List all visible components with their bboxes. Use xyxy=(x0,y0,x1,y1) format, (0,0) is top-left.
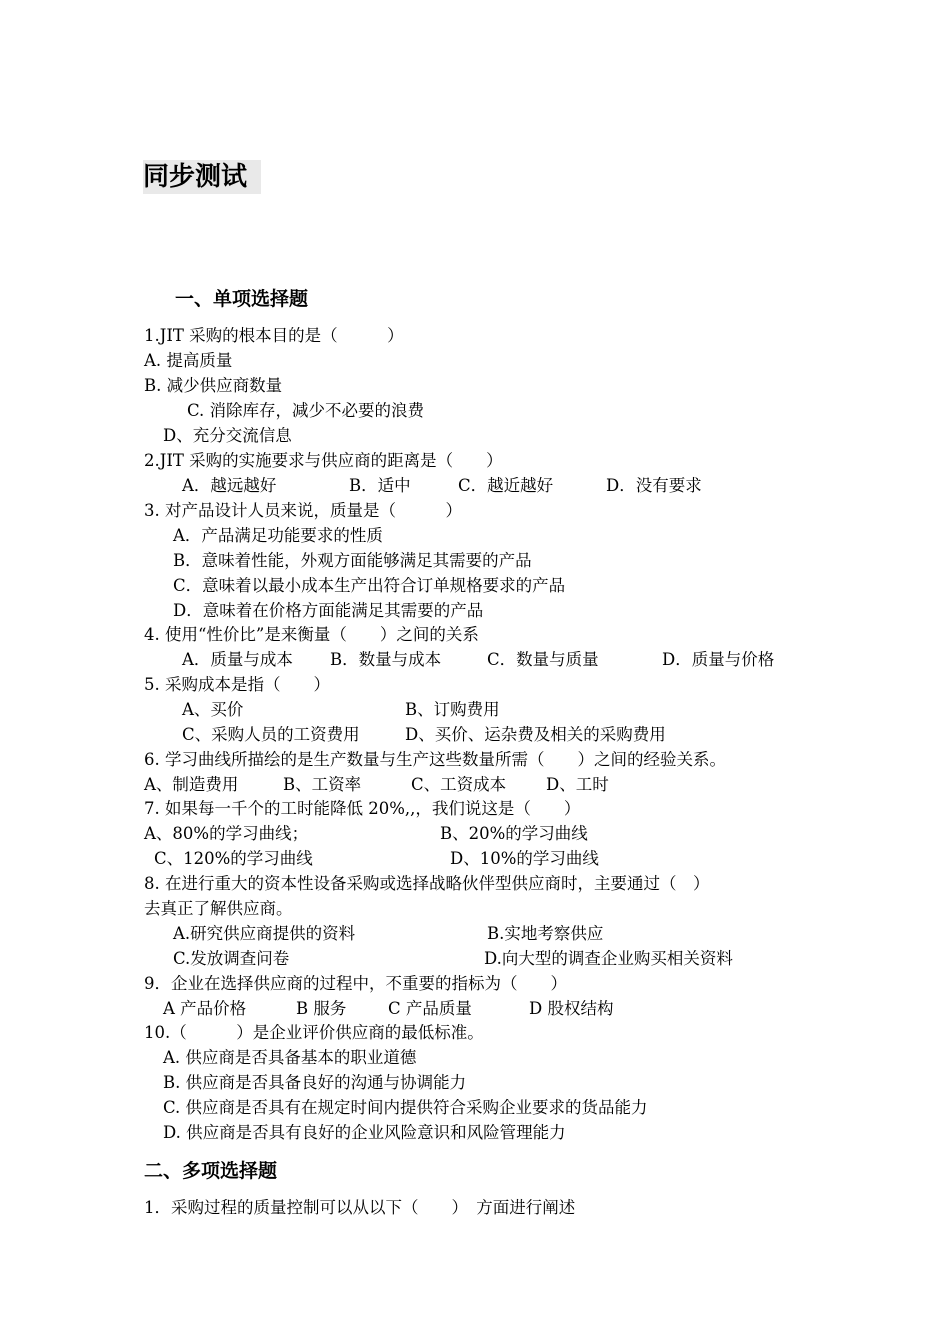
question-8-stem-line-2: 去真正了解供应商。 xyxy=(144,899,293,918)
question-1-option-b: B. 减少供应商数量 xyxy=(144,376,283,395)
question-4-option-d: D．质量与价格 xyxy=(662,650,775,669)
question-9-option-c: C 产品质量 xyxy=(388,999,472,1018)
question-10-option-c: C. 供应商是否具有在规定时间内提供符合采购企业要求的货品能力 xyxy=(163,1098,648,1117)
question-9-option-b: B 服务 xyxy=(296,999,347,1018)
multi-question-1-stem: 1．采购过程的质量控制可以从以下（ ） 方面进行阐述 xyxy=(144,1198,576,1217)
section-heading-multiple-choice: 二、多项选择题 xyxy=(144,1160,278,1182)
question-3-option-b: B．意味着性能，外观方面能够满足其需要的产品 xyxy=(173,551,532,570)
page-title: 同步测试 xyxy=(143,160,261,194)
question-6-stem: 6. 学习曲线所描绘的是生产数量与生产这些数量所需（ ）之间的经验关系。 xyxy=(144,750,726,769)
question-3-option-a: A．产品满足功能要求的性质 xyxy=(173,526,383,545)
question-10-option-d: D. 供应商是否具有良好的企业风险意识和风险管理能力 xyxy=(163,1123,566,1142)
question-7-option-a: A、80%的学习曲线； xyxy=(144,824,309,843)
question-8-stem-line-1: 8. 在进行重大的资本性设备采购或选择战略伙伴型供应商时，主要通过（ ） xyxy=(144,874,710,893)
section-heading-single-choice: 一、单项选择题 xyxy=(175,288,309,310)
question-4-option-c: C．数量与质量 xyxy=(487,650,599,669)
question-5-option-d: D、买价、运杂费及相关的采购费用 xyxy=(405,725,666,744)
question-2-option-a: A．越远越好 xyxy=(182,476,277,495)
question-4-option-a: A．质量与成本 xyxy=(182,650,293,669)
question-3-option-d: D．意味着在价格方面能满足其需要的产品 xyxy=(173,601,484,620)
question-7-stem: 7. 如果每一千个的工时能降低 20%,,，我们说这是（ ） xyxy=(144,799,581,818)
question-2-option-c: C．越近越好 xyxy=(458,476,554,495)
question-5-stem: 5. 采购成本是指（ ） xyxy=(144,675,330,694)
question-2-option-d: D．没有要求 xyxy=(606,476,702,495)
question-2-option-b: B．适中 xyxy=(349,476,411,495)
question-1-stem: 1.JIT 采购的根本目的是（ ） xyxy=(144,326,404,345)
question-10-stem: 10.（ ）是企业评价供应商的最低标准。 xyxy=(144,1023,484,1042)
question-6-option-c: C、工资成本 xyxy=(411,775,507,794)
question-6-option-d: D、工时 xyxy=(546,775,609,794)
question-8-option-c: C.发放调查问卷 xyxy=(173,949,290,968)
question-8-option-a: A.研究供应商提供的资料 xyxy=(173,924,356,943)
question-9-stem: 9．企业在选择供应商的过程中，不重要的指标为（ ） xyxy=(144,974,567,993)
question-7-option-d: D、10%的学习曲线 xyxy=(450,849,599,868)
question-5-option-c: C、采购人员的工资费用 xyxy=(182,725,360,744)
question-10-option-a: A. 供应商是否具备基本的职业道德 xyxy=(163,1048,417,1067)
question-4-option-b: B．数量与成本 xyxy=(330,650,442,669)
question-1-option-c: C. 消除库存，减少不必要的浪费 xyxy=(187,401,425,420)
question-8-option-d: D.向大型的调查企业购买相关资料 xyxy=(484,949,733,968)
question-7-option-c: C、120%的学习曲线 xyxy=(154,849,313,868)
question-9-option-d: D 股权结构 xyxy=(529,999,614,1018)
question-10-option-b: B. 供应商是否具备良好的沟通与协调能力 xyxy=(163,1073,467,1092)
question-5-option-a: A、买价 xyxy=(182,700,244,719)
question-5-option-b: B、订购费用 xyxy=(405,700,500,719)
question-6-option-a: A、制造费用 xyxy=(144,775,239,794)
question-4-stem: 4. 使用“性价比”是来衡量（ ）之间的关系 xyxy=(144,625,479,644)
question-8-option-b: B.实地考察供应 xyxy=(487,924,604,943)
question-2-stem: 2.JIT 采购的实施要求与供应商的距离是（ ） xyxy=(144,451,503,470)
question-6-option-b: B、工资率 xyxy=(283,775,362,794)
question-7-option-b: B、20%的学习曲线 xyxy=(440,824,588,843)
question-1-option-a: A. 提高质量 xyxy=(144,351,233,370)
question-3-stem: 3. 对产品设计人员来说，质量是（ ） xyxy=(144,501,462,520)
question-9-option-a: A 产品价格 xyxy=(163,999,247,1018)
question-1-option-d: D、充分交流信息 xyxy=(163,426,292,445)
question-3-option-c: C．意味着以最小成本生产出符合订单规格要求的产品 xyxy=(173,576,566,595)
